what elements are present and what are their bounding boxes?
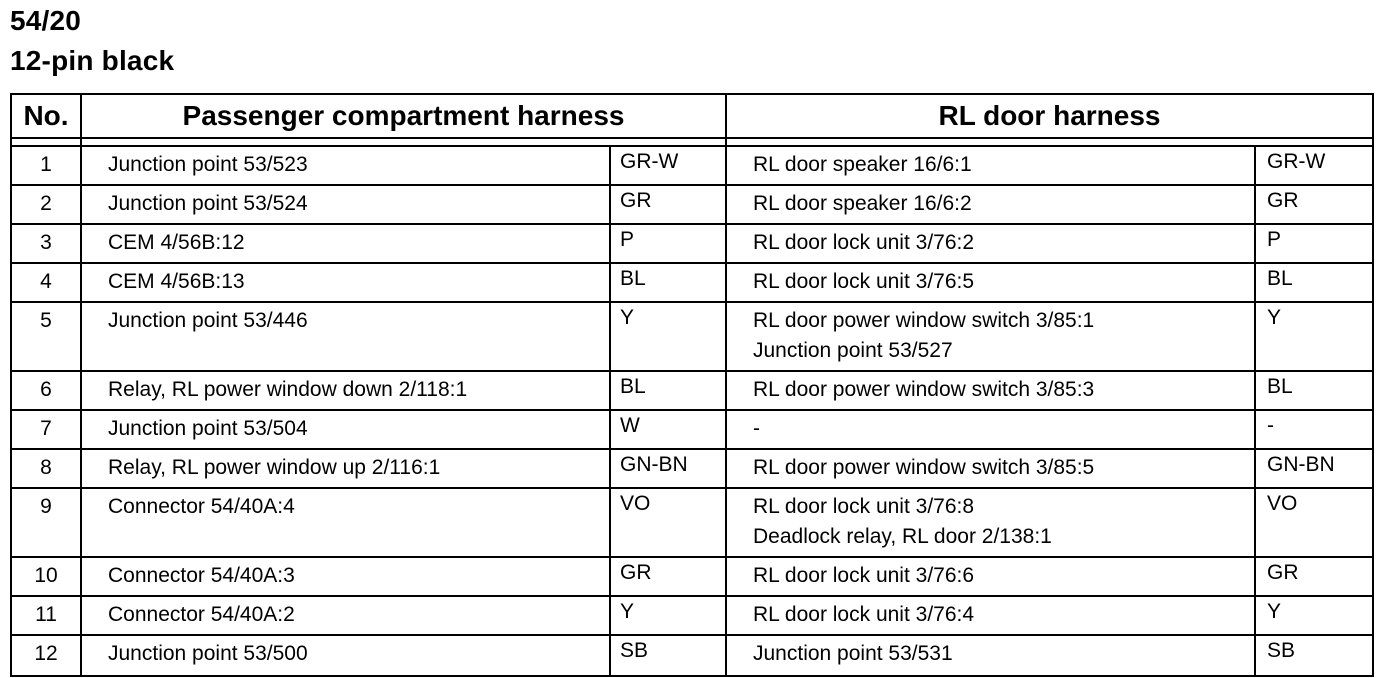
passenger-harness-connection-line: CEM 4/56B:12 [108, 231, 245, 254]
header-passenger-harness: Passenger compartment harness [82, 95, 727, 137]
passenger-wire-color: SB [611, 636, 727, 675]
rl-door-wire-color: GR [1267, 189, 1299, 212]
passenger-harness-connection [82, 186, 611, 223]
rl-door-wire-color: VO [1267, 492, 1298, 515]
rl-door-wire-color: P [1267, 228, 1282, 251]
passenger-harness-connection [82, 558, 611, 595]
table-row [12, 489, 1372, 558]
rl-door-wire-color: SB [1267, 639, 1296, 662]
rl-door-harness-connection-line: Deadlock relay, RL door 2/138:1 [753, 525, 1052, 548]
pin-number: 6 [12, 372, 82, 409]
passenger-wire-color: GR [611, 558, 727, 595]
passenger-wire-color: BL [611, 372, 727, 409]
pin-number: 11 [12, 597, 82, 634]
rl-door-harness-connection-line: RL door lock unit 3/76:6 [753, 564, 975, 587]
passenger-wire-color: GR-W [611, 147, 727, 184]
rl-door-harness-connection-line: RL door lock unit 3/76:5 [753, 270, 975, 293]
passenger-harness-connection [82, 225, 611, 262]
rl-door-wire-color: - [1267, 414, 1274, 437]
passenger-wire-color: P [611, 225, 727, 262]
rl-door-wire-color: BL [1267, 267, 1293, 290]
table-row [12, 636, 1372, 675]
header-no: No. [12, 95, 82, 137]
rl-door-harness-connection [727, 411, 1256, 448]
passenger-harness-connection [82, 636, 611, 675]
rl-door-wire-color: BL [1267, 375, 1293, 398]
table-row [12, 186, 1372, 225]
rl-door-harness-connection [727, 597, 1256, 634]
table-row [12, 597, 1372, 636]
passenger-harness-connection-line: Connector 54/40A:4 [108, 495, 295, 518]
table-row [12, 450, 1372, 489]
table-row [12, 225, 1372, 264]
passenger-wire-color: VO [611, 489, 727, 556]
table-row [12, 264, 1372, 303]
pin-number: 7 [12, 411, 82, 448]
connector-id: 54/20 [10, 5, 82, 36]
passenger-harness-connection-line: Connector 54/40A:3 [108, 564, 295, 587]
rl-door-harness-connection [727, 558, 1256, 595]
passenger-harness-connection-line: Junction point 53/500 [108, 642, 308, 665]
table-row [12, 303, 1372, 372]
passenger-harness-connection-line: Relay, RL power window down 2/118:1 [108, 378, 468, 401]
pin-number: 12 [12, 636, 82, 675]
passenger-harness-connection [82, 450, 611, 487]
table-body [12, 147, 1372, 675]
rl-door-wire-color: GR [1267, 561, 1299, 584]
passenger-harness-connection [82, 264, 611, 301]
passenger-harness-connection-line: CEM 4/56B:13 [108, 270, 245, 293]
pin-number: 8 [12, 450, 82, 487]
passenger-harness-connection-line: Junction point 53/504 [108, 417, 308, 440]
rl-door-harness-connection-line: RL door lock unit 3/76:4 [753, 603, 975, 626]
passenger-harness-connection-line: Connector 54/40A:2 [108, 603, 295, 626]
rl-door-harness-connection [727, 636, 1256, 675]
rl-door-wire-color: Y [1267, 306, 1282, 329]
passenger-harness-connection [82, 411, 611, 448]
rl-door-harness-connection [727, 225, 1256, 262]
passenger-wire-color: BL [611, 264, 727, 301]
rl-door-wire-color: GR-W [1267, 150, 1326, 173]
passenger-harness-connection [82, 597, 611, 634]
rl-door-harness-connection-line: RL door lock unit 3/76:2 [753, 231, 975, 254]
pin-number: 9 [12, 489, 82, 556]
passenger-harness-connection-line: Junction point 53/446 [108, 309, 308, 332]
passenger-harness-connection [82, 303, 611, 370]
passenger-wire-color: Y [611, 597, 727, 634]
rl-door-harness-connection-line: RL door lock unit 3/76:8 [753, 495, 975, 518]
rl-door-harness-connection [727, 303, 1256, 370]
rl-door-harness-connection [727, 372, 1256, 409]
table-row [12, 558, 1372, 597]
rl-door-harness-connection-line: RL door power window switch 3/85:5 [753, 456, 1095, 479]
rl-door-wire-color: GN-BN [1267, 453, 1335, 476]
passenger-harness-connection-line: Relay, RL power window up 2/116:1 [108, 456, 441, 479]
rl-door-harness-connection [727, 147, 1256, 184]
rl-door-harness-connection-line: Junction point 53/527 [753, 339, 953, 362]
passenger-wire-color: GR [611, 186, 727, 223]
rl-door-harness-connection [727, 450, 1256, 487]
table-row [12, 411, 1372, 450]
passenger-harness-connection-line: Junction point 53/523 [108, 153, 308, 176]
rl-door-harness-connection-line: RL door speaker 16/6:2 [753, 192, 972, 215]
pin-number: 2 [12, 186, 82, 223]
connector-description: 12-pin black [10, 45, 175, 76]
passenger-wire-color: Y [611, 303, 727, 370]
passenger-harness-connection-line: Junction point 53/524 [108, 192, 308, 215]
passenger-wire-color: GN-BN [611, 450, 727, 487]
rl-door-harness-connection-line: Junction point 53/531 [753, 642, 953, 665]
header-rl-door-harness: RL door harness [938, 100, 1161, 131]
rl-door-harness-connection-line: RL door power window switch 3/85:1 [753, 309, 1095, 332]
pin-number: 3 [12, 225, 82, 262]
table-row [12, 372, 1372, 411]
passenger-harness-connection [82, 489, 611, 556]
pin-number: 5 [12, 303, 82, 370]
table-row [12, 147, 1372, 186]
pinout-table [10, 93, 1374, 677]
rl-door-harness-connection-line: - [753, 417, 760, 440]
rl-door-harness-connection-line: RL door speaker 16/6:1 [753, 153, 972, 176]
table-header [12, 95, 1372, 139]
rl-door-harness-connection [727, 186, 1256, 223]
header-spacer [12, 139, 1372, 147]
passenger-harness-connection [82, 147, 611, 184]
rl-door-harness-connection-line: RL door power window switch 3/85:3 [753, 378, 1095, 401]
passenger-harness-connection [82, 372, 611, 409]
passenger-wire-color: W [611, 411, 727, 448]
rl-door-wire-color: Y [1267, 600, 1282, 623]
pin-number: 1 [12, 147, 82, 184]
rl-door-harness-connection [727, 489, 1256, 556]
rl-door-harness-connection [727, 264, 1256, 301]
pin-number: 4 [12, 264, 82, 301]
pin-number: 10 [12, 558, 82, 595]
